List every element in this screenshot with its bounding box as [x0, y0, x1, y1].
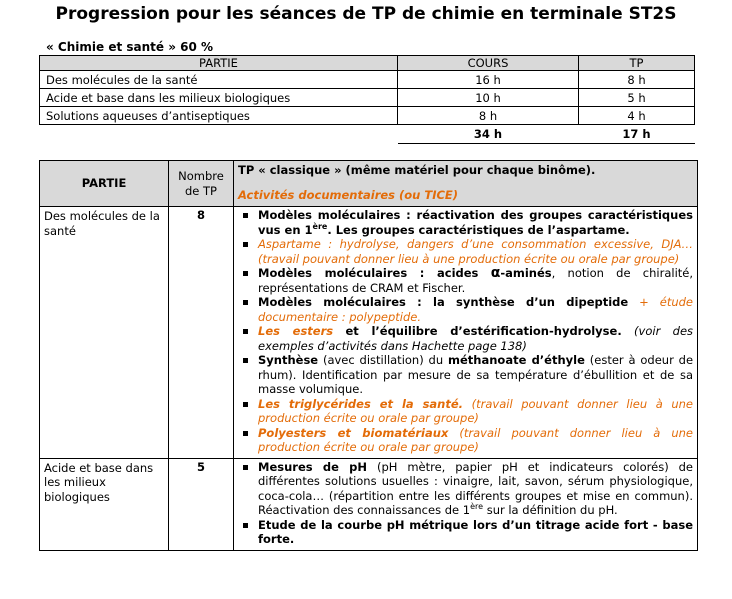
list-item: Aspartame : hydrolyse, dangers d’une consommation excessive, DJA… (travail pouvant donner lieu à une production écrite ou orale par groupe) — [258, 237, 693, 266]
row-nombre: 8 — [169, 207, 234, 459]
list-item: Modèles moléculaires : réactivation des groupes caractéristiques vus en 1ère. Les groupes caractéristiques de l’aspartame. — [258, 208, 693, 237]
list-item: Polyesters et biomatériaux (travail pouvant donner lieu à une production écrite ou orale par groupe) — [258, 425, 693, 454]
section-label: « Chimie et santé » 60 % — [46, 40, 214, 54]
row-partie: Des molécules de la santé — [40, 207, 169, 459]
row-tp: 4 h — [579, 107, 695, 125]
table-row — [40, 458, 698, 550]
page-title: Progression pour les séances de TP de chimie en terminale ST2S — [55, 4, 677, 24]
row-items — [234, 207, 698, 459]
col-header-partie: PARTIE — [40, 56, 398, 71]
summary-header-row — [40, 56, 695, 71]
total-tp: 17 h — [579, 125, 695, 144]
col-header-partie: PARTIE — [40, 161, 169, 207]
list-item: Les triglycérides et la santé. (travail pouvant donner lieu à une production écrite ou orale par groupe) — [258, 396, 693, 425]
table-row — [40, 107, 695, 125]
detail-table — [39, 160, 698, 551]
list-item: Modèles moléculaires : acides α-aminés, notion de chiralité, représentations de CRAM et Fischer. — [258, 265, 694, 295]
row-partie: Acide et base dans les milieux biologiques — [40, 89, 398, 107]
row-items — [234, 458, 698, 550]
row-tp: 8 h — [579, 71, 695, 89]
col-header-nombre-tp: Nombre de TP — [169, 161, 234, 207]
col-header-cours: COURS — [398, 56, 579, 71]
table-row — [40, 71, 695, 89]
row-partie: Acide et base dans les milieux biologiques — [40, 458, 169, 550]
summary-table — [39, 55, 695, 144]
table-row — [40, 207, 698, 459]
row-tp: 5 h — [579, 89, 695, 107]
activites-label: Activités documentaires (ou TICE) — [238, 187, 459, 202]
row-partie: Solutions aqueuses d’antiseptiques — [40, 107, 398, 125]
list-item: Etude de la courbe pH métrique lors d’un titrage acide fort - base forte. — [258, 517, 693, 546]
detail-header-row — [40, 161, 698, 207]
tp-classique-label: TP « classique » (même matériel pour chaque binôme). — [238, 163, 596, 177]
row-cours: 16 h — [398, 71, 579, 89]
row-partie: Des molécules de la santé — [40, 71, 398, 89]
totals-row — [40, 125, 695, 144]
row-nombre: 5 — [169, 458, 234, 550]
list-item: Les esters et l’équilibre d’estérification-hydrolyse. (voir des exemples d’activités dans Hachette page 138) — [258, 324, 694, 353]
list-item: Modèles moléculaires : la synthèse d’un dipeptide + étude documentaire : polypeptide. — [258, 295, 693, 324]
col-header-tp-classique — [234, 161, 698, 207]
list-item: Mesures de pH (pH mètre, papier pH et indicateurs colorés) de différentes solutions usuelles : vinaigre, lait, savon, sérum physiologique, coca-cola… (répartition entre les différents groupes et mise en commun). Réactivation des connaissances de 1ère sur la définition du pH. — [258, 459, 693, 517]
list-item: Synthèse (avec distillation) du méthanoate d’éthyle (ester à odeur de rhum). Identification par mesure de sa température d’ébullition et de sa masse volumique. — [258, 353, 694, 396]
table-row — [40, 89, 695, 107]
row-cours: 8 h — [398, 107, 579, 125]
row-cours: 10 h — [398, 89, 579, 107]
col-header-tp: TP — [579, 56, 695, 71]
total-cours: 34 h — [398, 125, 579, 144]
